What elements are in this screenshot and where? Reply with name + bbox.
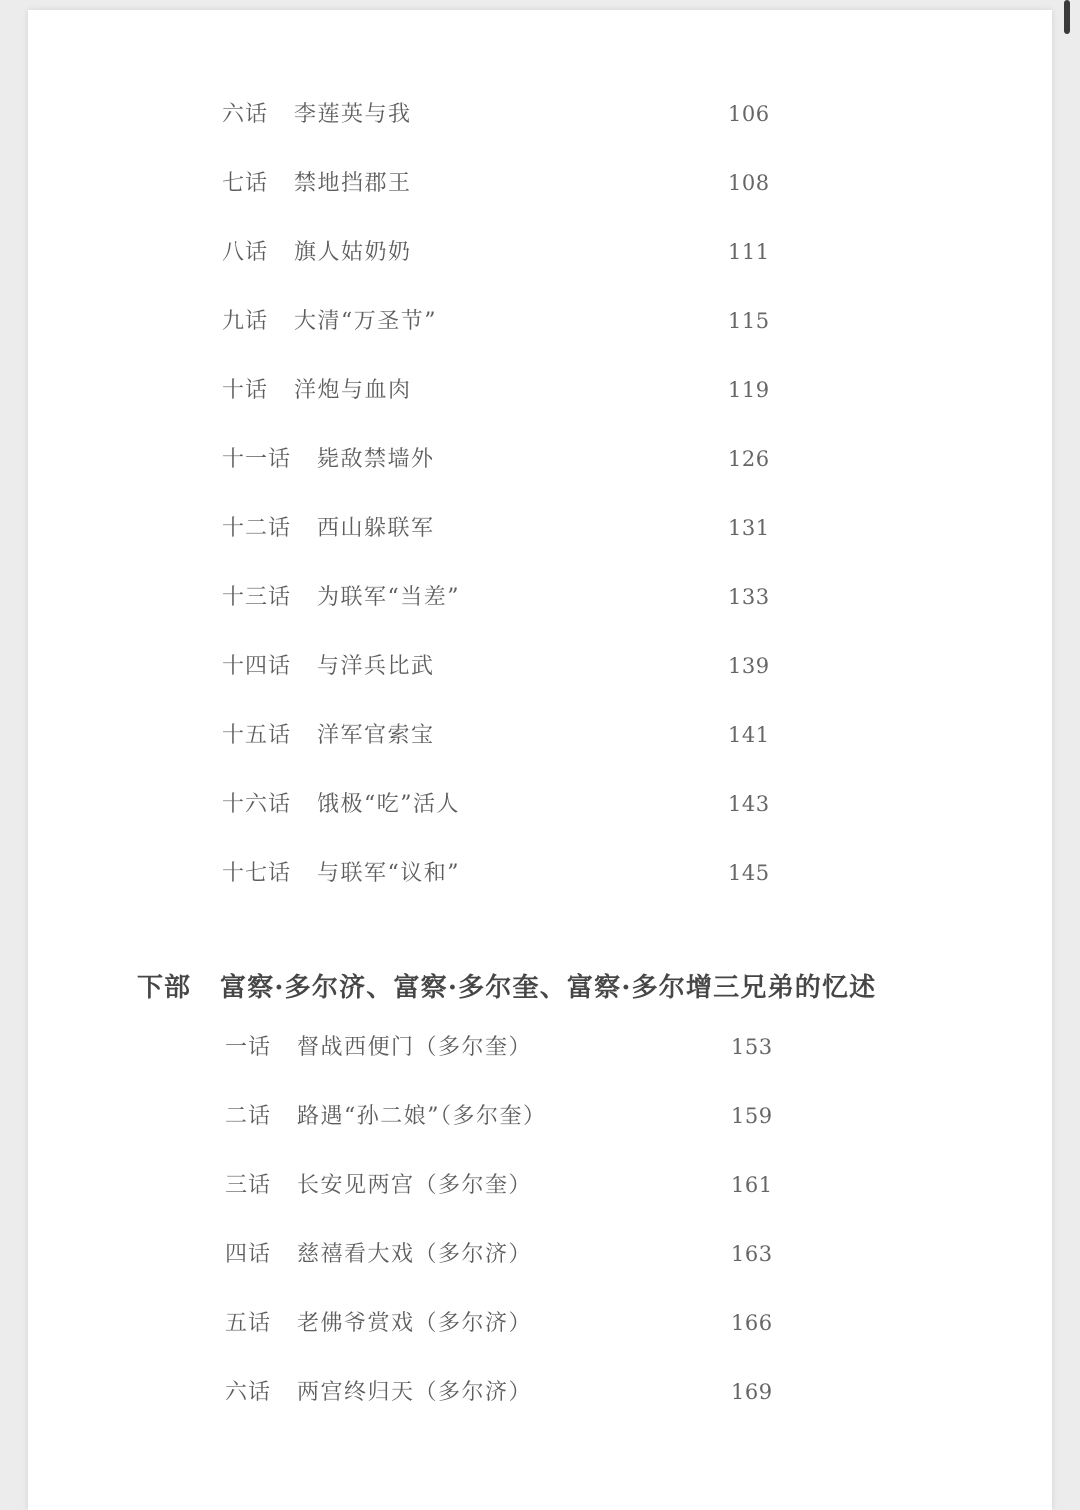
page-number: 166 [731, 1311, 773, 1335]
page-number: 153 [731, 1035, 773, 1059]
chapter-number: 十七话 [222, 861, 292, 886]
page-number: 163 [731, 1242, 773, 1266]
toc-entry [222, 356, 822, 425]
chapter-title: 禁地挡郡王 [294, 171, 412, 196]
page-number: 161 [731, 1173, 773, 1197]
chapter-number: 六话 [225, 1380, 272, 1405]
page-number: 143 [728, 792, 770, 816]
chapter-title: 老佛爷赏戏（多尔济） [297, 1311, 533, 1336]
toc-entry [225, 1013, 825, 1082]
toc-entry [225, 1358, 825, 1427]
toc-entry [222, 80, 822, 149]
chapter-number: 五话 [225, 1311, 272, 1336]
chapter-title: 旗人姑奶奶 [294, 240, 412, 265]
chapter-number: 八话 [222, 240, 269, 265]
toc-entry [222, 563, 822, 632]
toc-entry [222, 701, 822, 770]
chapter-title: 李莲英与我 [294, 102, 412, 127]
chapter-title: 为联军“当差” [317, 585, 461, 610]
toc-entry [222, 632, 822, 701]
page-number: 159 [731, 1104, 773, 1128]
chapter-title: 长安见两宫（多尔奎） [297, 1173, 533, 1198]
page-number: 131 [728, 516, 770, 540]
page-number: 119 [728, 378, 770, 402]
chapter-number: 十三话 [222, 585, 292, 610]
toc-entry [222, 839, 822, 908]
page-number: 141 [728, 723, 770, 747]
chapter-title: 洋军官索宝 [317, 723, 435, 748]
toc-list-lower [225, 1013, 825, 1427]
toc-entry [225, 1082, 825, 1151]
page-number: 169 [731, 1380, 773, 1404]
chapter-number: 一话 [225, 1035, 272, 1060]
toc-entry [222, 770, 822, 839]
toc-entry [225, 1289, 825, 1358]
chapter-number: 十话 [222, 378, 269, 403]
chapter-title: 大清“万圣节” [294, 309, 438, 334]
chapter-number: 十一话 [222, 447, 292, 472]
toc-entry [222, 218, 822, 287]
chapter-number: 三话 [225, 1173, 272, 1198]
chapter-title: 毙敌禁墙外 [317, 447, 435, 472]
page-number: 139 [728, 654, 770, 678]
chapter-title: 两宫终归天（多尔济） [297, 1380, 533, 1405]
chapter-title: 西山躲联军 [317, 516, 435, 541]
toc-entry [222, 287, 822, 356]
chapter-number: 六话 [222, 102, 269, 127]
page-number: 106 [728, 102, 770, 126]
toc-list-upper [222, 80, 822, 908]
scrollbar-thumb[interactable] [1064, 0, 1070, 34]
toc-entry [225, 1220, 825, 1289]
page-number: 111 [728, 240, 770, 264]
chapter-number: 十六话 [222, 792, 292, 817]
chapter-title: 慈禧看大戏（多尔济） [297, 1242, 533, 1267]
chapter-number: 七话 [222, 171, 269, 196]
section-label: 下部 [137, 973, 192, 1003]
page-number: 115 [728, 309, 770, 333]
page-number: 108 [728, 171, 770, 195]
chapter-number: 十四话 [222, 654, 292, 679]
chapter-title: 督战西便门（多尔奎） [297, 1035, 533, 1060]
toc-entry [222, 494, 822, 563]
chapter-title: 与联军“议和” [317, 861, 461, 886]
chapter-title: 路遇“孙二娘”（多尔奎） [297, 1104, 547, 1129]
chapter-number: 十五话 [222, 723, 292, 748]
section-title: 富察·多尔济、富察·多尔奎、富察·多尔增三兄弟的忆述 [220, 973, 877, 1003]
toc-entry [222, 149, 822, 218]
chapter-title: 洋炮与血肉 [294, 378, 412, 403]
chapter-title: 饿极“吃”活人 [317, 792, 461, 817]
page-number: 133 [728, 585, 770, 609]
chapter-title: 与洋兵比武 [317, 654, 435, 679]
toc-entry [225, 1151, 825, 1220]
chapter-number: 十二话 [222, 516, 292, 541]
chapter-number: 四话 [225, 1242, 272, 1267]
chapter-number: 二话 [225, 1104, 272, 1129]
page-number: 126 [728, 447, 770, 471]
section-heading [137, 968, 876, 1008]
page-number: 145 [728, 861, 770, 885]
chapter-number: 九话 [222, 309, 269, 334]
toc-entry [222, 425, 822, 494]
book-page [28, 10, 1052, 1510]
